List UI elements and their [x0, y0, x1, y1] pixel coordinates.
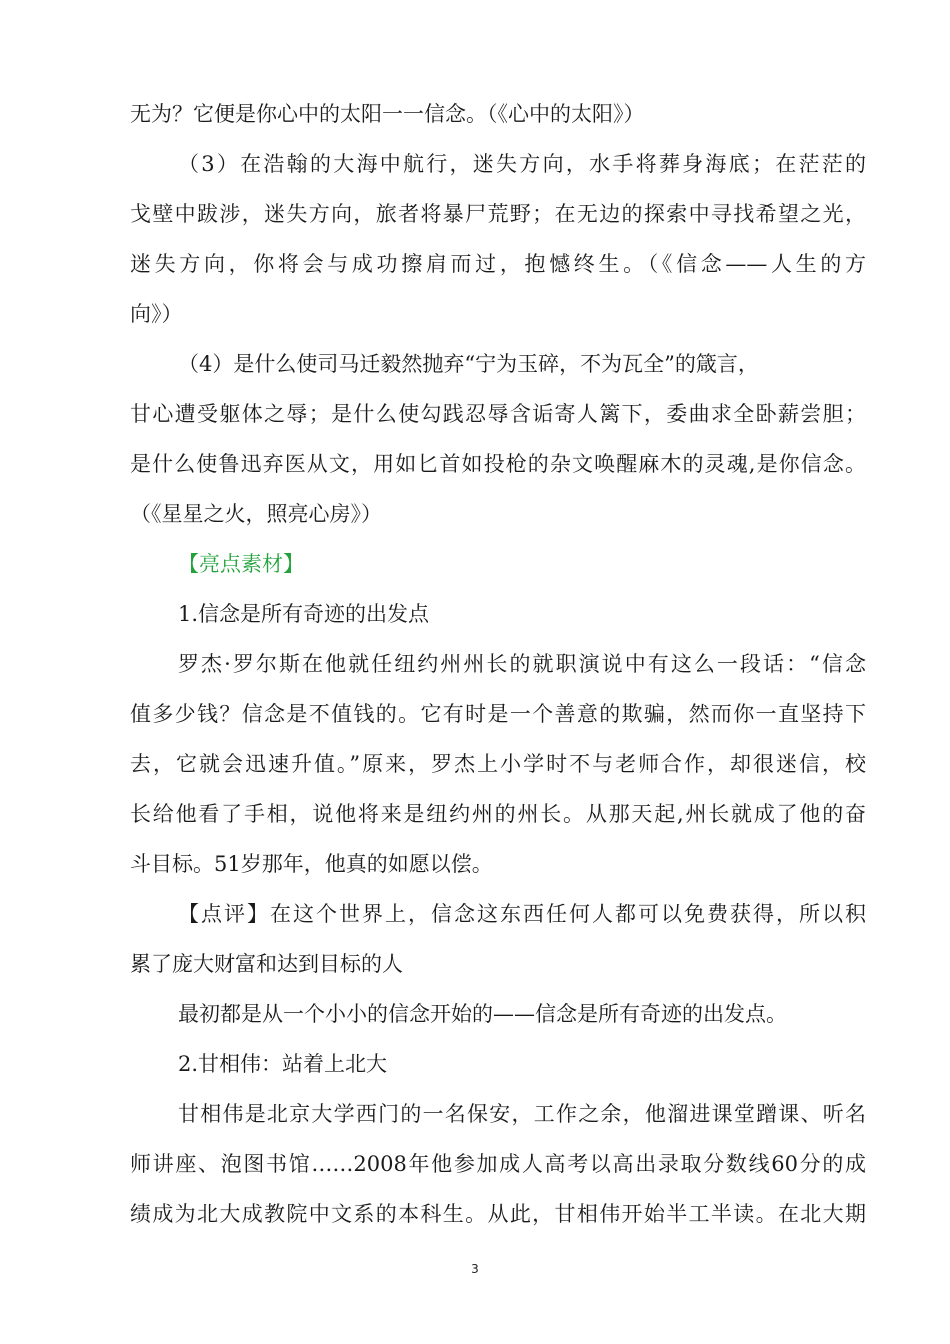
subheading: 2.甘相伟：站着上北大	[178, 1052, 388, 1076]
text-line: 戈壁中跋涉，迷失方向，旅者将暴尸荒野；在无边的探索中寻找希望之光，	[130, 202, 866, 226]
text-line: 甘心遭受躯体之辱；是什么使勾践忍辱含诟寄人篱下，委曲求全卧薪尝胆；	[130, 402, 866, 426]
text-line: 师讲座、泡图书馆……2008年他参加成人高考以高出录取分数线60分的成	[130, 1152, 866, 1176]
text-line: 绩成为北大成教院中文系的本科生。从此，甘相伟开始半工半读。在北大期	[130, 1202, 866, 1226]
text-line: 是什么使鲁迅弃医从文，用如匕首如投枪的杂文唤醒麻木的灵魂,是你信念。	[130, 452, 866, 476]
text-line: 无为？它便是你心中的太阳一一信念。（《心中的太阳》）	[130, 102, 645, 126]
text-line: 斗目标。51岁那年，他真的如愿以偿。	[130, 852, 493, 876]
text-line: （3）在浩翰的大海中航行，迷失方向，水手将葬身海底；在茫茫的	[178, 152, 866, 176]
text-line: 罗杰·罗尔斯在他就任纽约州州长的就职演说中有这么一段话：“信念	[178, 652, 866, 676]
page-number: 3	[471, 1262, 479, 1276]
text-line: 甘相伟是北京大学西门的一名保安，工作之余，他溜进课堂蹭课、听名	[178, 1102, 866, 1126]
comment-line: 【点评】在这个世界上，信念这东西任何人都可以免费获得，所以积	[178, 902, 866, 926]
text-line: 最初都是从一个小小的信念开始的——信念是所有奇迹的出发点。	[178, 1002, 787, 1026]
text-line: 值多少钱？信念是不值钱的。它有时是一个善意的欺骗，然而你一直坚持下	[130, 702, 866, 726]
text-line: 累了庞大财富和达到目标的人	[130, 952, 403, 976]
text-line: （4）是什么使司马迁毅然抛弃“宁为玉碎，不为瓦全”的箴言，	[178, 352, 759, 376]
section-heading: 【亮点素材】	[178, 552, 304, 576]
subheading: 1.信念是所有奇迹的出发点	[178, 602, 430, 626]
text-line: 迷失方向，你将会与成功擦肩而过，抱憾终生。（《信念——人生的方	[130, 252, 866, 276]
text-line: （《星星之火，照亮心房》）	[130, 502, 382, 526]
text-line: 向》）	[130, 302, 183, 326]
text-line: 长给他看了手相，说他将来是纽约州的州长。从那天起,州长就成了他的奋	[130, 802, 866, 826]
text-line: 去，它就会迅速升值。”原来，罗杰上小学时不与老师合作，却很迷信，校	[130, 752, 866, 776]
